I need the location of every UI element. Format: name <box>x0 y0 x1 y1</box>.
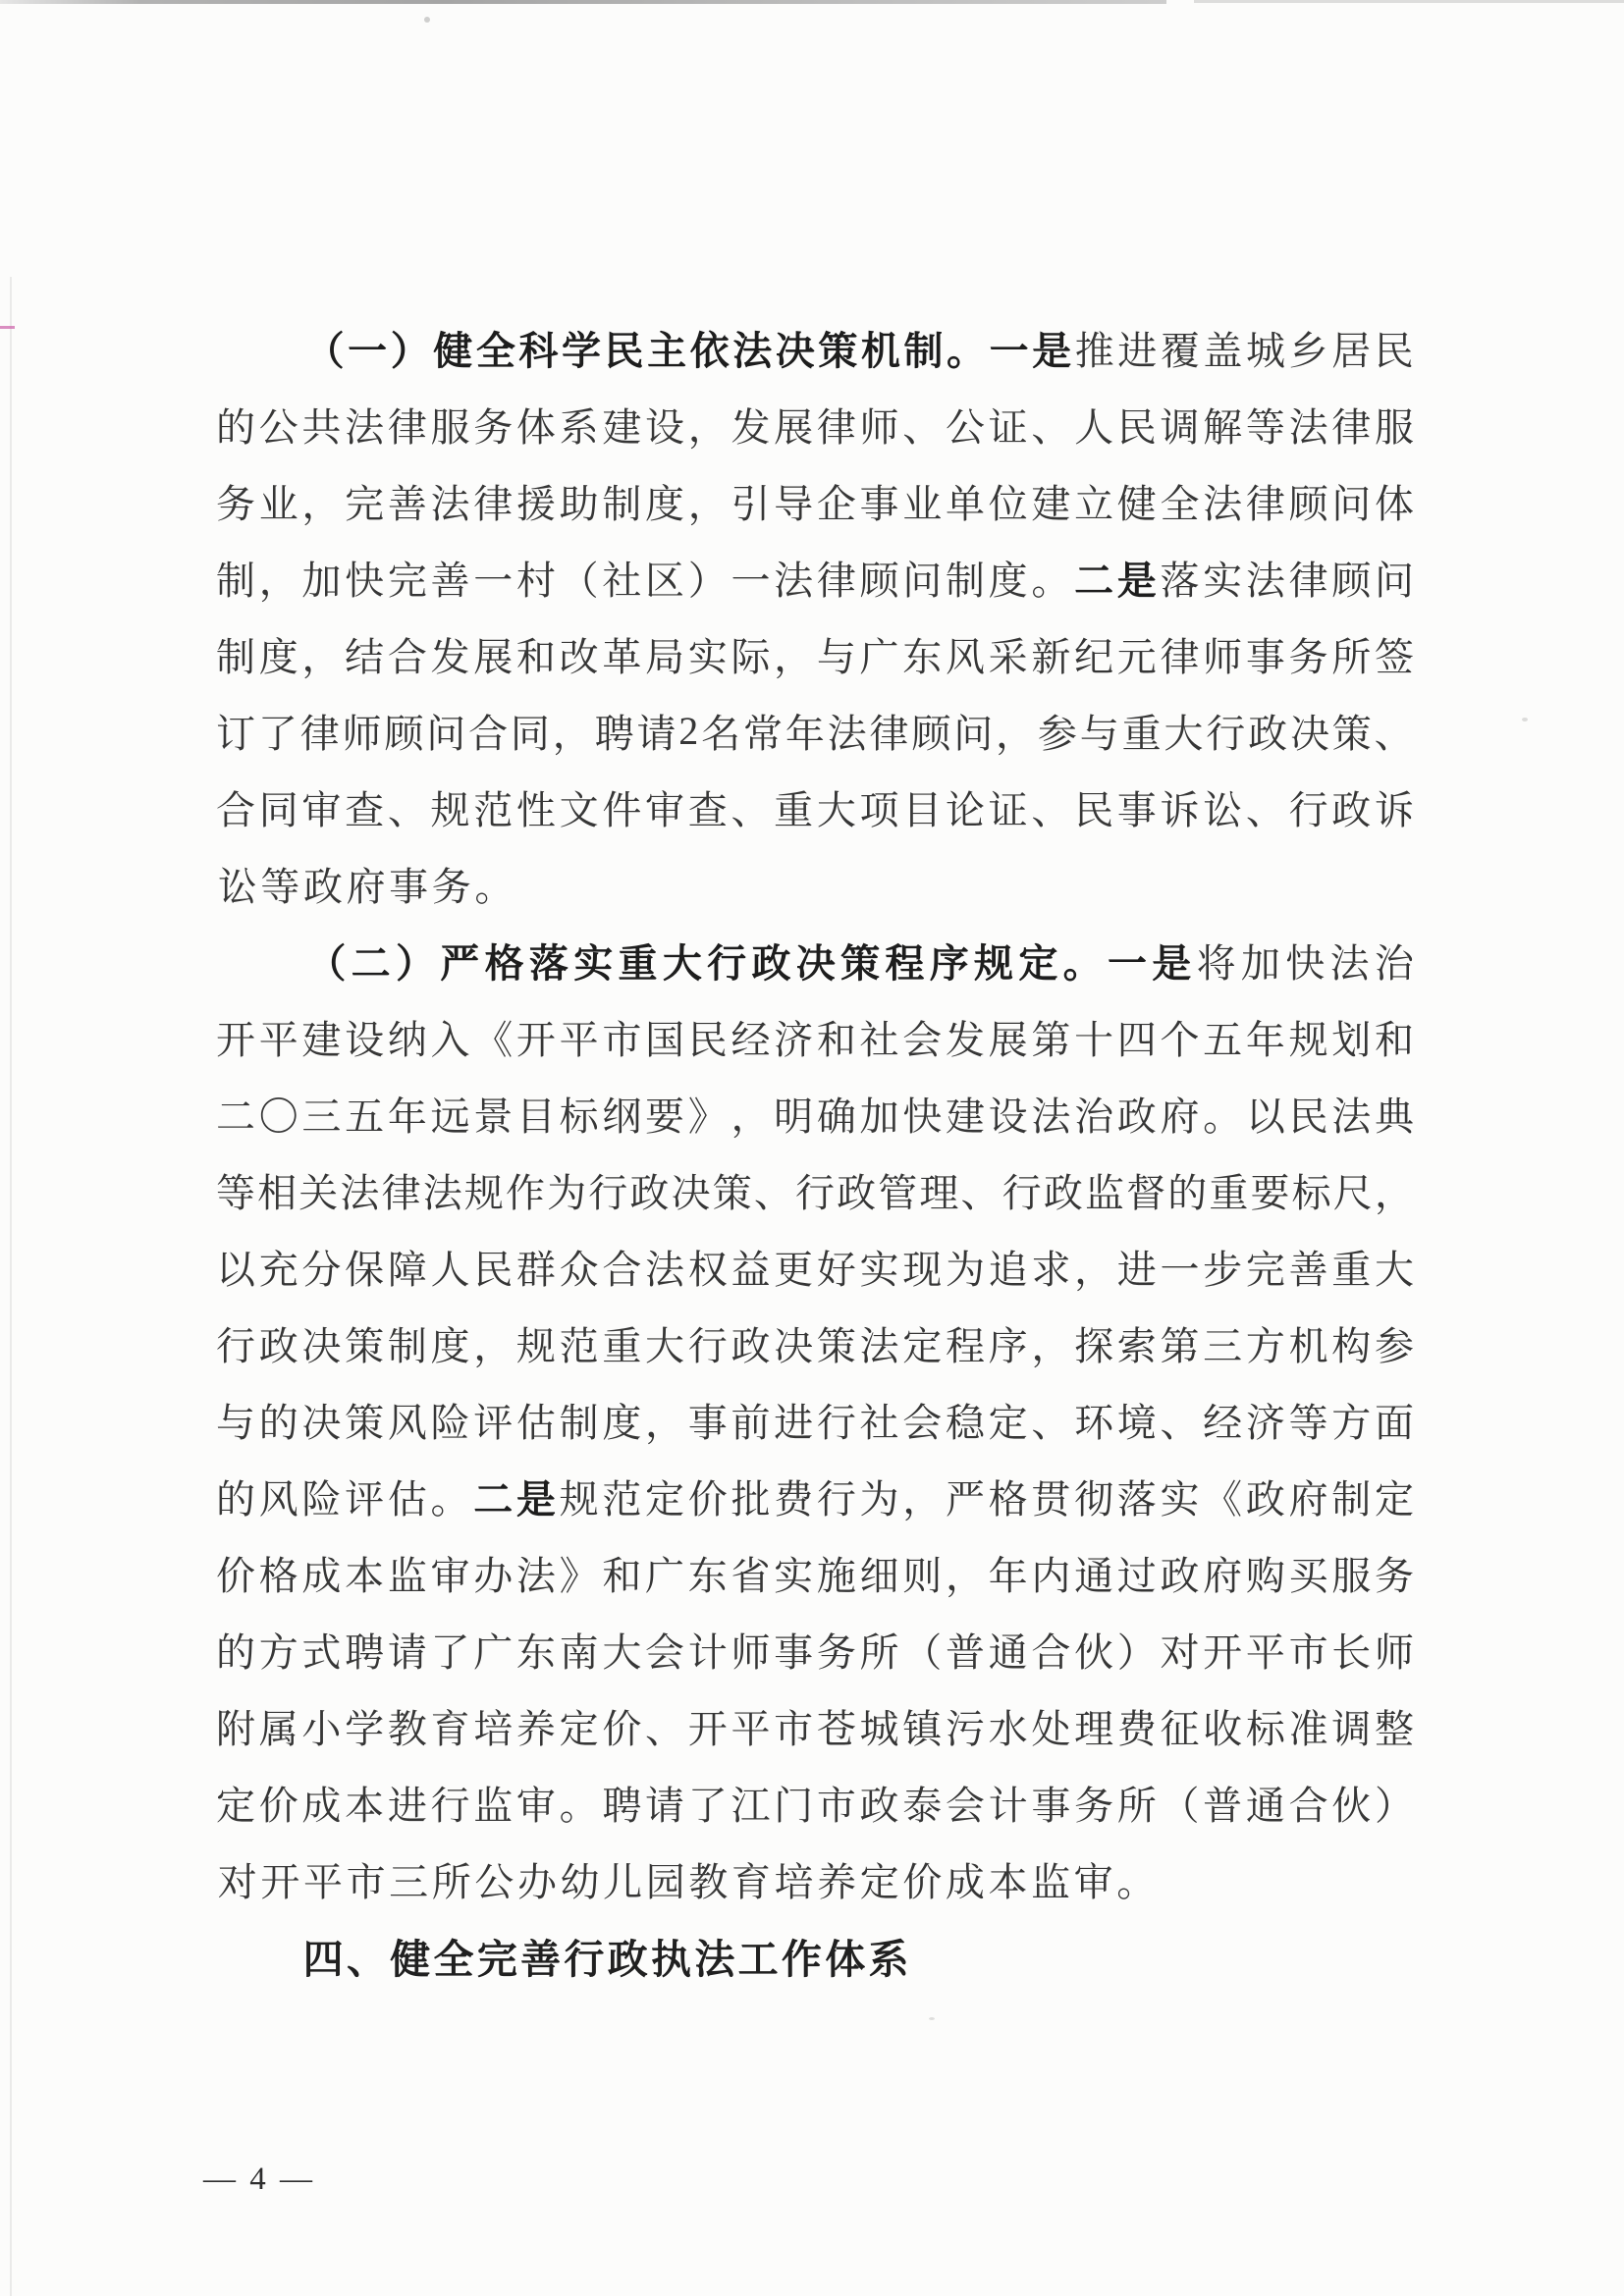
text-line: 二 〇 三 五 年 远 景 目 标 纲 要 》 ， 明 确 加 快 建 设 法 治 政 府 。 以 民 法 典 <box>216 1094 1414 1139</box>
text-line: 对 开 平 市 三 所 公 办 幼 儿 园 教 育 培 养 定 价 成 本 监 审 。 <box>217 1859 1157 1904</box>
text-line: 制 ， 加 快 完 善 一 村 （ 社 区 ） 一 法 律 顾 问 制 度 。 二 是 落 实 法 律 顾 问 <box>216 558 1414 603</box>
scan-edge-artifact-dark <box>0 0 1166 4</box>
text-line: 四 、 健 全 完 善 行 政 执 法 工 作 体 系 <box>302 1935 909 1983</box>
text-line: 讼 等 政 府 事 务 。 <box>217 864 514 909</box>
text-line: 开 平 建 设 纳 入 《 开 平 市 国 民 经 济 和 社 会 发 展 第 十 四 个 五 年 规 划 和 <box>216 1017 1414 1062</box>
page-number: — 4 — <box>203 2162 315 2197</box>
scan-fold-line-artifact <box>10 277 12 2296</box>
text-line: 合 同 审 查 、 规 范 性 文 件 审 查 、 重 大 项 目 论 证 、 民 事 诉 讼 、 行 政 诉 <box>216 787 1414 832</box>
scan-speck-artifact <box>424 17 430 23</box>
text-line: 价 格 成 本 监 审 办 法 》 和 广 东 省 实 施 细 则 ， 年 内 通 过 政 府 购 买 服 务 <box>216 1553 1414 1598</box>
pink-mark-artifact <box>0 326 15 329</box>
text-line: 订 了 律 师 顾 问 合 同 ， 聘 请 2 名 常 年 法 律 顾 问 ， 参 与 重 大 行 政 决 策 、 <box>216 708 1414 756</box>
text-line: 等 相 关 法 律 法 规 作 为 行 政 决 策 、 行 政 管 理 、 行 政 监 督 的 重 要 标 尺 ， <box>216 1170 1414 1215</box>
scan-speck-artifact <box>929 2017 935 2020</box>
text-line: 的 风 险 评 估 。 二 是 规 范 定 价 批 费 行 为 ， 严 格 贯 彻 落 实 《 政 府 制 定 <box>216 1476 1414 1522</box>
text-line: 附 属 小 学 教 育 培 养 定 价 、 开 平 市 苍 城 镇 污 水 处 理 费 征 收 标 准 调 整 <box>216 1706 1414 1751</box>
scan-speck-artifact <box>1522 718 1528 721</box>
text-line: 以 充 分 保 障 人 民 群 众 合 法 权 益 更 好 实 现 为 追 求 ， 进 一 步 完 善 重 大 <box>216 1247 1414 1292</box>
text-line: 定 价 成 本 进 行 监 审 。 聘 请 了 江 门 市 政 泰 会 计 事 务 所 （ 普 通 合 伙 ） <box>216 1783 1414 1828</box>
text-line: 制 度 ， 结 合 发 展 和 改 革 局 实 际 ， 与 广 东 风 采 新 纪 元 律 师 事 务 所 签 <box>216 634 1414 679</box>
scan-edge-artifact-light <box>1194 0 1624 3</box>
text-line: （ 一 ） 健 全 科 学 民 主 依 法 决 策 机 制 。 一 是 推 进 覆 盖 城 乡 居 民 <box>304 328 1414 373</box>
text-line: （ 二 ） 严 格 落 实 重 大 行 政 决 策 程 序 规 定 。 一 是 将 加 快 法 治 <box>306 940 1414 986</box>
text-line: 行 政 决 策 制 度 ， 规 范 重 大 行 政 决 策 法 定 程 序 ， 探 索 第 三 方 机 构 参 <box>216 1323 1414 1368</box>
text-line: 的 方 式 聘 请 了 广 东 南 大 会 计 师 事 务 所 （ 普 通 合 伙 ） 对 开 平 市 长 师 <box>216 1629 1414 1675</box>
text-line: 的 公 共 法 律 服 务 体 系 建 设 ， 发 展 律 师 、 公 证 、 人 民 调 解 等 法 律 服 <box>216 404 1414 450</box>
text-line: 务 业 ， 完 善 法 律 援 助 制 度 ， 引 导 企 事 业 单 位 建 立 健 全 法 律 顾 问 体 <box>216 481 1414 526</box>
document-body <box>216 309 1414 1994</box>
text-line: 与 的 决 策 风 险 评 估 制 度 ， 事 前 进 行 社 会 稳 定 、 环 境 、 经 济 等 方 面 <box>216 1400 1414 1445</box>
